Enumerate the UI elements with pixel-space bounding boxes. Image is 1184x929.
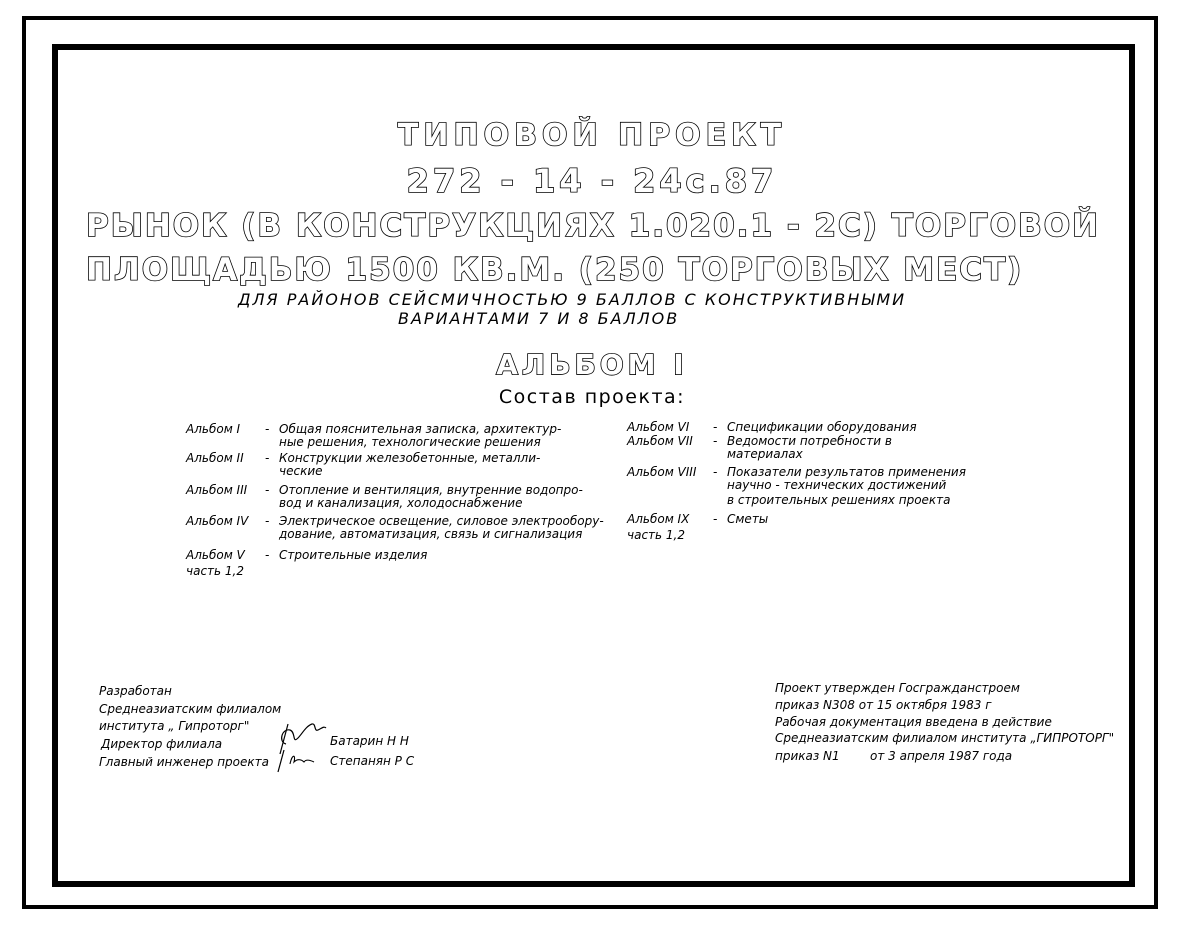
- entry-dash: -: [265, 514, 270, 528]
- entry-dash: -: [265, 451, 270, 465]
- album-desc-line: Сметы: [727, 512, 769, 526]
- entry-dash: -: [265, 548, 270, 562]
- album-label: Альбом IV: [186, 514, 249, 528]
- entry-dash: -: [713, 434, 718, 448]
- entry-dash: -: [265, 483, 270, 497]
- album-desc-line: Отопление и вентиляция, внутренние водопро-: [279, 483, 583, 497]
- approval-line2: приказ N308 от 15 октября 1983 г: [775, 698, 992, 712]
- album-desc-line: Показатели результатов применения: [727, 465, 966, 479]
- entry-dash: -: [713, 512, 718, 526]
- album-desc-line: Общая пояснительная записка, архитектур-: [279, 422, 562, 436]
- album-desc-line: ческие: [279, 464, 323, 478]
- approval-line3: Рабочая документация введена в действие: [775, 715, 1052, 729]
- project-title-line1: РЫНОК (В КОНСТРУКЦИЯХ 1.020.1 - 2С) ТОРГОВОЙ: [86, 208, 1101, 244]
- album-desc-line: Ведомости потребности в: [727, 434, 892, 448]
- album-parts: часть 1,2: [627, 528, 686, 542]
- title-typical-project: ТИПОВОЙ ПРОЕКТ: [397, 118, 787, 153]
- approval-date: от 3 апреля 1987 года: [870, 749, 1013, 763]
- album-label: Альбом IX: [627, 512, 690, 526]
- developer-org-line2: института „ Гипроторг": [99, 719, 250, 733]
- signatures-graphic: [268, 714, 330, 774]
- album-desc-line: материалах: [727, 447, 803, 461]
- developed-by-label: Разработан: [99, 684, 172, 698]
- director-name: Батарин Н Н: [330, 734, 409, 748]
- chief-engineer-name: Степанян Р С: [330, 754, 415, 768]
- album-label: Альбом III: [186, 483, 248, 497]
- album-label: Альбом I: [186, 422, 241, 436]
- seismic-subtitle-line2: ВАРИАНТАМИ 7 И 8 БАЛЛОВ: [398, 309, 680, 328]
- album-desc-line: Строительные изделия: [279, 548, 428, 562]
- project-number: 272 - 14 - 24с.87: [406, 162, 778, 200]
- album-desc-line: вод и канализация, холодоснабжение: [279, 496, 523, 510]
- entry-dash: -: [265, 422, 270, 436]
- album-label: Альбом VIII: [627, 465, 697, 479]
- chief-engineer-title: Главный инженер проекта: [99, 755, 269, 769]
- project-title-line2: ПЛОЩАДЬЮ 1500 КВ.М. (250 ТОРГОВЫХ МЕСТ): [86, 252, 1024, 288]
- album-desc-line: ные решения, технологические решения: [279, 435, 541, 449]
- album-label: Альбом II: [186, 451, 244, 465]
- album-parts: часть 1,2: [186, 564, 245, 578]
- composition-heading: Состав проекта:: [498, 386, 686, 408]
- approval-line4: Среднеазиатским филиалом института „ГИПРОТОРГ": [775, 731, 1115, 745]
- album-label: Альбом V: [186, 548, 245, 562]
- entry-dash: -: [713, 465, 718, 479]
- album-desc-line: Электрическое освещение, силовое электрообору-: [279, 514, 604, 528]
- album-heading: АЛЬБОМ I: [496, 348, 688, 381]
- entry-dash: -: [713, 420, 718, 434]
- album-label: Альбом VII: [627, 434, 693, 448]
- album-desc-line: дование, автоматизация, связь и сигнализация: [279, 527, 583, 541]
- seismic-subtitle-line1: ДЛЯ РАЙОНОВ СЕЙСМИЧНОСТЬЮ 9 БАЛЛОВ С КОНСТРУКТИВНЫМИ: [238, 290, 907, 309]
- album-desc-line: в строительных решениях проекта: [727, 493, 951, 507]
- approval-order: приказ N1: [775, 749, 840, 763]
- album-desc-line: Конструкции железобетонные, металли-: [279, 451, 541, 465]
- album-label: Альбом VI: [627, 420, 690, 434]
- album-desc-line: Спецификации оборудования: [727, 420, 917, 434]
- director-title: Директор филиала: [101, 737, 223, 751]
- developer-org-line1: Среднеазиатским филиалом: [99, 702, 282, 716]
- album-desc-line: научно - технических достижений: [727, 478, 947, 492]
- approval-line1: Проект утвержден Госгражданстроем: [775, 681, 1020, 695]
